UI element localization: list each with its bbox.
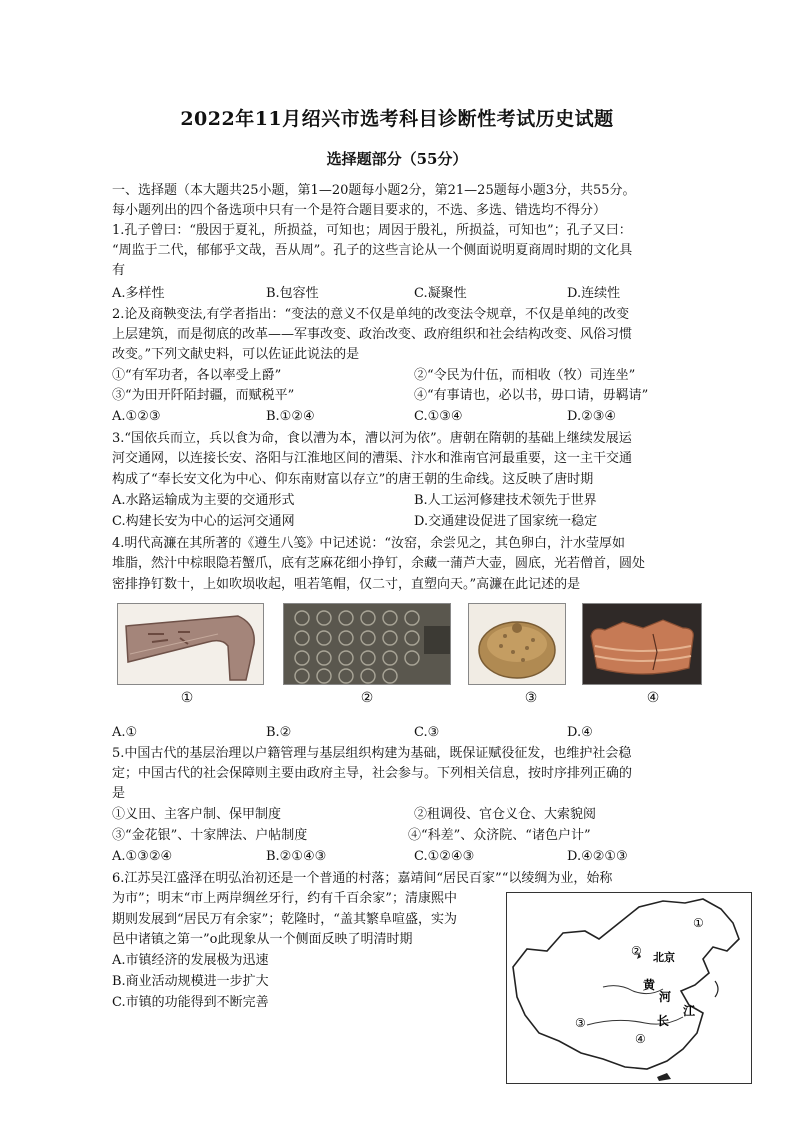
q3-option-a: A.水路运输成为主要的交通形式: [112, 493, 295, 508]
q5-item-2: ②租调役、官仓义仓、大索貌阅: [414, 807, 597, 822]
q4-option-a: A.①: [112, 725, 138, 740]
map-label-beijing: 北京: [653, 951, 675, 964]
q6-option-a: A.市镇经济的发展极为迅速: [112, 953, 269, 968]
q2-option-b: B.①②④: [266, 409, 315, 424]
q5-stem: 定；中国古代的社会保障则主要由政府主导，社会参与。下列相关信息，按时序排列正确的: [112, 766, 633, 781]
map-label-2: ②: [631, 944, 642, 958]
q1-option-c: C.凝聚性: [414, 286, 467, 301]
q2-stem: 改变。”下列文献史料，可以佐证此说法的是: [112, 347, 360, 362]
map-label-chang: 长: [657, 1014, 670, 1028]
q6-option-b: B.商业活动规模进一步扩大: [112, 974, 269, 989]
q5-option-c: C.①②④③: [414, 849, 475, 864]
q1-stem: “周监于二代，郁郁乎文哉，吾从周”。孔子的这些言论从一个侧面说明夏商周时期的文化具: [112, 243, 633, 258]
q6-stem: 6.江苏吴江盛泽在明弘治初还是一个普通的村落；嘉靖间“居民百家”“以绫绸为业，始称: [112, 871, 613, 886]
q3-stem: 构成了“奉长安文化为中心、仰东南财富以存立”的唐王朝的生命线。这反映了唐时期: [112, 472, 594, 487]
image-caption-2: ②: [360, 690, 374, 706]
map-label-he: 河: [659, 990, 672, 1004]
q3-option-c: C.构建长安为中心的运河交通网: [112, 514, 295, 529]
q6-stem: 邑中诸镇之第一”o此现象从一个侧面反映了明清时期: [112, 932, 413, 947]
q6-stem: 为市”；明末“市上两岸绸丝牙行，约有千百余家”；清康熙中: [112, 891, 457, 906]
map-label-3: ③: [575, 1016, 586, 1030]
image-caption-4: ④: [646, 690, 660, 706]
q4-option-c: C.③: [414, 725, 440, 740]
q3-option-d: D.交通建设促进了国家统一稳定: [414, 514, 598, 529]
q5-stem: 是: [112, 786, 126, 801]
q3-stem: 3.“国依兵而立，兵以食为命，食以漕为本，漕以河为依”。唐朝在隋朝的基础上继续发展运: [112, 431, 632, 446]
q3-stem: 河交通网，以连接长安、洛阳与江淮地区间的漕渠、汴水和淮南官河最重要，这一主干交通: [112, 451, 633, 466]
q1-stem: 有: [112, 263, 126, 278]
q3-option-b: B.人工运河修建技术领先于世界: [414, 493, 597, 508]
q2-option-d: D.②③④: [567, 409, 617, 424]
instructions-line: 每小题列出的四个备选项中只有一个是符合题目要求的，不选、多选、错选均不得分）: [112, 203, 607, 218]
q4-stem: 4.明代高濂在其所著的《遵生八笺》中记述说：“汝窑，余尝见之，其色卵白，汁水莹厚如: [112, 536, 626, 551]
map-label-huang: 黄: [643, 978, 656, 992]
ming-qing-map: [506, 892, 752, 1084]
q5-item-3: ③“金花银”、十家牌法、户帖制度: [112, 828, 308, 843]
q1-stem: 1.孔子曾曰：“殷因于夏礼，所损益，可知也；周因于殷礼，所损益，可知也”；孔子又曰：: [112, 223, 632, 238]
q2-option-c: C.①③④: [414, 409, 463, 424]
round-pottery-vessel-image: [468, 603, 566, 685]
coin-mold-image: [283, 603, 451, 685]
q2-stem: 上层建筑，而是彻底的改革——军事改变、政治改变、政府组织和社会结构改变、风俗习惯: [112, 327, 633, 342]
q5-option-d: D.④②①③: [567, 849, 628, 864]
q6-stem: 期则发展到“居民万有余家”；乾隆时，“盖其繁阜喧盛，实为: [112, 912, 457, 927]
q2-item-1: ①“有军功者，各以率受上爵”: [112, 368, 282, 383]
q5-item-4: ④“科差”、众济院、“诸色户计”: [408, 828, 591, 843]
image-caption-1: ①: [180, 690, 194, 706]
image-caption-3: ③: [524, 690, 538, 706]
map-label-4: ④: [635, 1032, 646, 1046]
q5-option-b: B.②①④③: [266, 849, 327, 864]
q5-option-a: A.①③②④: [112, 849, 173, 864]
q2-item-3: ③“为田开阡陌封疆，而赋税平”: [112, 388, 295, 403]
broken-porcelain-bowl-image: [582, 603, 702, 685]
q2-item-2: ②“令民为什伍，而相收（牧）司连坐”: [414, 368, 636, 383]
q4-option-b: B.②: [266, 725, 292, 740]
map-label-1: ①: [693, 916, 704, 930]
q1-option-a: A.多样性: [112, 286, 165, 301]
q1-option-b: B.包容性: [266, 286, 319, 301]
q5-stem: 5.中国古代的基层治理以户籍管理与基层组织构建为基础，既保证赋役征发，也维护社会稳: [112, 746, 632, 761]
q4-stem: 堆脂，然汁中棕眼隐若蟹爪，底有芝麻花细小挣钉，余藏一蒲芦大壶，圆底，光若僧首，圆处: [112, 556, 646, 571]
q2-option-a: A.①②③: [112, 409, 161, 424]
map-label-jiang: 江: [683, 1004, 696, 1018]
bronze-knife-coin-image: [117, 603, 264, 685]
q2-item-4: ④“有事请也，必以书，毋口请，毋羁请”: [414, 388, 649, 403]
page-title: 2022年11月绍兴市选考科目诊断性考试历史试题: [180, 108, 614, 130]
q4-stem: 密排挣钉数十，上如吹埙收起，咀若笔帽，仅二寸，直塑向天。”高濂在此记述的是: [112, 577, 581, 592]
q1-option-d: D.连续性: [567, 286, 621, 301]
q4-option-d: D.④: [567, 725, 593, 740]
q2-stem: 2.论及商鞅变法,有学者指出：“变法的意义不仅是单纯的改变法令规章，不仅是单纯的改变: [112, 307, 630, 322]
instructions-line: 一、选择题（本大题共25小题，第1—20题每小题2分，第21—25题每小题3分，共55分。: [112, 183, 636, 198]
section-subtitle: 选择题部分（55分）: [326, 150, 468, 168]
q6-option-c: C.市镇的功能得到不断完善: [112, 995, 269, 1010]
q5-item-1: ①义田、主客户制、保甲制度: [112, 807, 282, 822]
